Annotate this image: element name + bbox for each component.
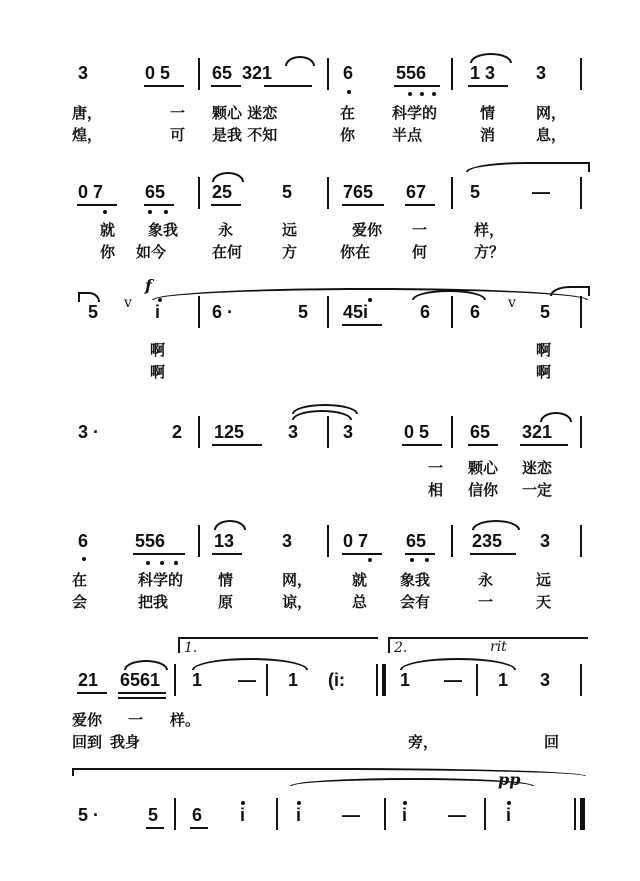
note: 6 [192,805,203,825]
underline [144,85,184,87]
note: 67 [406,182,427,202]
lyric: 就 [100,221,116,239]
lyric: 网， [282,571,313,589]
volta-2-line [388,637,588,639]
barline [198,58,200,90]
lyric: 在 [72,571,88,589]
note: 3 [282,531,293,551]
barline [174,798,176,830]
volta-1-label: 1. [184,640,198,656]
note: — [342,805,360,825]
tie [78,292,100,302]
underline [77,692,107,694]
note: — [444,670,462,690]
lyric: 情 [480,104,496,122]
note: 0 5 [145,63,171,83]
lyric: 你 [340,126,356,144]
slur [285,56,315,66]
note: 1 3 [470,63,496,83]
underline [118,697,166,699]
high-dot [297,801,301,805]
note: 3 [343,422,354,442]
lyric: 远 [282,221,298,239]
lyric: 我身 [110,733,141,751]
lyric: 信你 [468,481,499,499]
barline [580,177,582,209]
slur [124,660,168,670]
underline [212,553,242,555]
note: 0 7 [78,182,104,202]
note: 0 7 [343,531,369,551]
underline [212,444,262,446]
note: 25 [212,182,233,202]
note: — [532,182,550,202]
underline [520,444,568,446]
lyric: 是我 不知 [212,126,278,144]
underline [264,85,312,87]
slur [540,412,572,422]
underline [133,553,185,555]
note: 21 [78,670,99,690]
lyric: 如今 [136,243,167,261]
high-dot [241,801,245,805]
note: 13 [214,531,235,551]
note: 6 [78,531,89,551]
underline [402,444,442,446]
underline [342,553,382,555]
low-dot [160,561,164,565]
lyric: 样。 [170,711,201,729]
barline [580,525,582,557]
barline [327,177,329,209]
lyric: 方？ [474,243,505,261]
lyric: 啊 [150,341,166,359]
lyric: 一定 [522,481,553,499]
note: i [506,805,512,825]
barline [476,664,478,696]
note: 556 [135,531,166,551]
note: 65 [406,531,427,551]
note: 3 [536,63,547,83]
underline [118,692,166,694]
lyric: 你 [100,243,116,261]
note: 2 [172,422,183,442]
low-dot [420,92,424,96]
low-dot [410,558,414,562]
breath-mark: v [124,295,132,311]
lyric: 一 [412,221,428,239]
lyric: 可 [170,126,186,144]
note: 65 [470,422,491,442]
lyric: 啊 [536,341,552,359]
low-dot [103,210,107,214]
volta-1-line [178,637,378,639]
barline [327,58,329,90]
lyric: 何 [412,243,428,261]
lyric: 回到 [72,733,103,751]
note: i [155,302,161,322]
lyric: 在 [340,104,356,122]
underline [405,553,435,555]
barline [266,664,268,696]
lyric: 远 [536,571,552,589]
underline [211,85,241,87]
lyric: 煌， [72,126,103,144]
note: 0 5 [404,422,430,442]
note: 235 [472,531,503,551]
barline [198,525,200,557]
volta-2-hook [388,637,390,653]
barline [580,58,582,90]
note: 3 [78,63,89,83]
tie [550,286,590,296]
underline [468,85,508,87]
barline [198,296,200,328]
slur [470,53,512,63]
volta-2-label: 2. [394,640,408,656]
barline [451,177,453,209]
barline [451,296,453,328]
barline [376,664,378,696]
lyric: 相 [428,481,444,499]
volta-1-hook [178,637,180,653]
high-dot [368,298,372,302]
barline [580,664,582,696]
lyric: 会有 [400,593,431,611]
lyric: 唐， [72,104,103,122]
lyric: 象我 [148,221,179,239]
underline [144,204,174,206]
underline [211,204,241,206]
note: 65 [145,182,166,202]
low-dot [347,90,351,94]
tie [400,658,516,670]
underline [405,204,435,206]
low-dot [164,210,168,214]
lyric: 原 [218,593,234,611]
note: 765 [343,182,374,202]
barline [198,177,200,209]
note: 125 [214,422,245,442]
note: 321 [522,422,553,442]
low-dot [82,557,86,561]
lyric: 啊 [150,363,166,381]
note: 5 [148,805,159,825]
barline [580,416,582,448]
high-dot [403,801,407,805]
barline [384,798,386,830]
lyric: 样， [474,221,505,239]
low-dot [425,558,429,562]
note: i [240,805,246,825]
lyric: 科学的 [392,104,438,122]
lyric: 爱你 [72,711,103,729]
note: 6561 [120,670,161,690]
note: 3 · [78,422,100,442]
barline [276,798,278,830]
note: 6 [343,63,354,83]
low-dot [148,210,152,214]
low-dot [408,92,412,96]
barline [198,416,200,448]
barline [174,664,176,696]
underline [394,85,440,87]
final-barline-thick [580,798,585,830]
note: 1 [192,670,203,690]
lyric: 象我 [400,571,431,589]
underline [470,553,516,555]
barline [451,58,453,90]
barline [327,525,329,557]
note: (i: [328,670,345,690]
slur [472,520,520,530]
barline [382,664,386,696]
slur [212,172,244,182]
lyric: 科学的 [138,571,184,589]
note: 6 · [212,302,234,322]
lyric: 一 [478,593,494,611]
underline [146,827,164,829]
note: 3 [288,422,299,442]
lyric: 方 [282,243,298,261]
low-dot [146,561,150,565]
lyric: 一 [128,711,144,729]
lyric: 旁， [408,733,439,751]
ritardando-mark: rit [490,639,507,655]
note: 5 [540,302,551,322]
lyric: 息， [536,126,567,144]
barline [580,296,582,328]
lyric: 你在 [340,243,371,261]
note: 5 [282,182,293,202]
note: 3 [540,531,551,551]
lyric: 会 [72,593,88,611]
low-dot [174,561,178,565]
dynamic-forte: f [145,276,152,295]
note: i [296,805,302,825]
breath-mark: v [508,295,516,311]
final-barline-thin [574,798,576,830]
high-dot [507,801,511,805]
note: 1 [288,670,299,690]
lyric: 谅， [282,593,313,611]
note: 5 [470,182,481,202]
tie [192,658,308,670]
barline [327,416,329,448]
lyric: 一 [170,104,186,122]
lyric: 网， [536,104,567,122]
underline [342,204,384,206]
lyric: 爱你 [352,221,383,239]
lyric: 总 [352,593,368,611]
note: 6 [420,302,431,322]
barline [484,798,486,830]
lyric: 颗心 迷恋 [212,104,278,122]
note: 5 [88,302,99,322]
lyric: 在何 [212,243,243,261]
lyric: 啊 [536,363,552,381]
lyric: 半点 [392,126,423,144]
high-dot [158,298,162,302]
underline [77,204,117,206]
lyric: 永 [218,221,234,239]
lyric: 永 [478,571,494,589]
note: 556 [396,63,427,83]
note: 65 321 [212,63,273,83]
note: i [402,805,408,825]
tie [466,162,590,172]
lyric: 天 [536,593,552,611]
underline [342,324,382,326]
dynamic-pianissimo: pp [498,770,521,789]
barline [327,296,329,328]
note: — [238,670,256,690]
note: 5 · [78,805,100,825]
lyric: 回 [544,733,560,751]
note: 1 [498,670,509,690]
lyric: 就 [352,571,368,589]
lyric: 消 [480,126,496,144]
note: 3 [540,670,551,690]
underline [468,444,498,446]
lyric: 迷恋 [522,459,553,477]
slur [214,520,246,530]
barline [451,525,453,557]
underline [190,827,208,829]
low-dot [368,558,372,562]
note: 45i [343,302,369,322]
note: — [448,805,466,825]
lyric: 把我 [138,593,169,611]
note: 1 [400,670,411,690]
lyric: 一 [428,459,444,477]
note: 5 [298,302,309,322]
lyric: 情 [218,571,234,589]
note: 6 [470,302,481,322]
low-dot [432,92,436,96]
barline [451,416,453,448]
lyric: 颗心 [468,459,499,477]
